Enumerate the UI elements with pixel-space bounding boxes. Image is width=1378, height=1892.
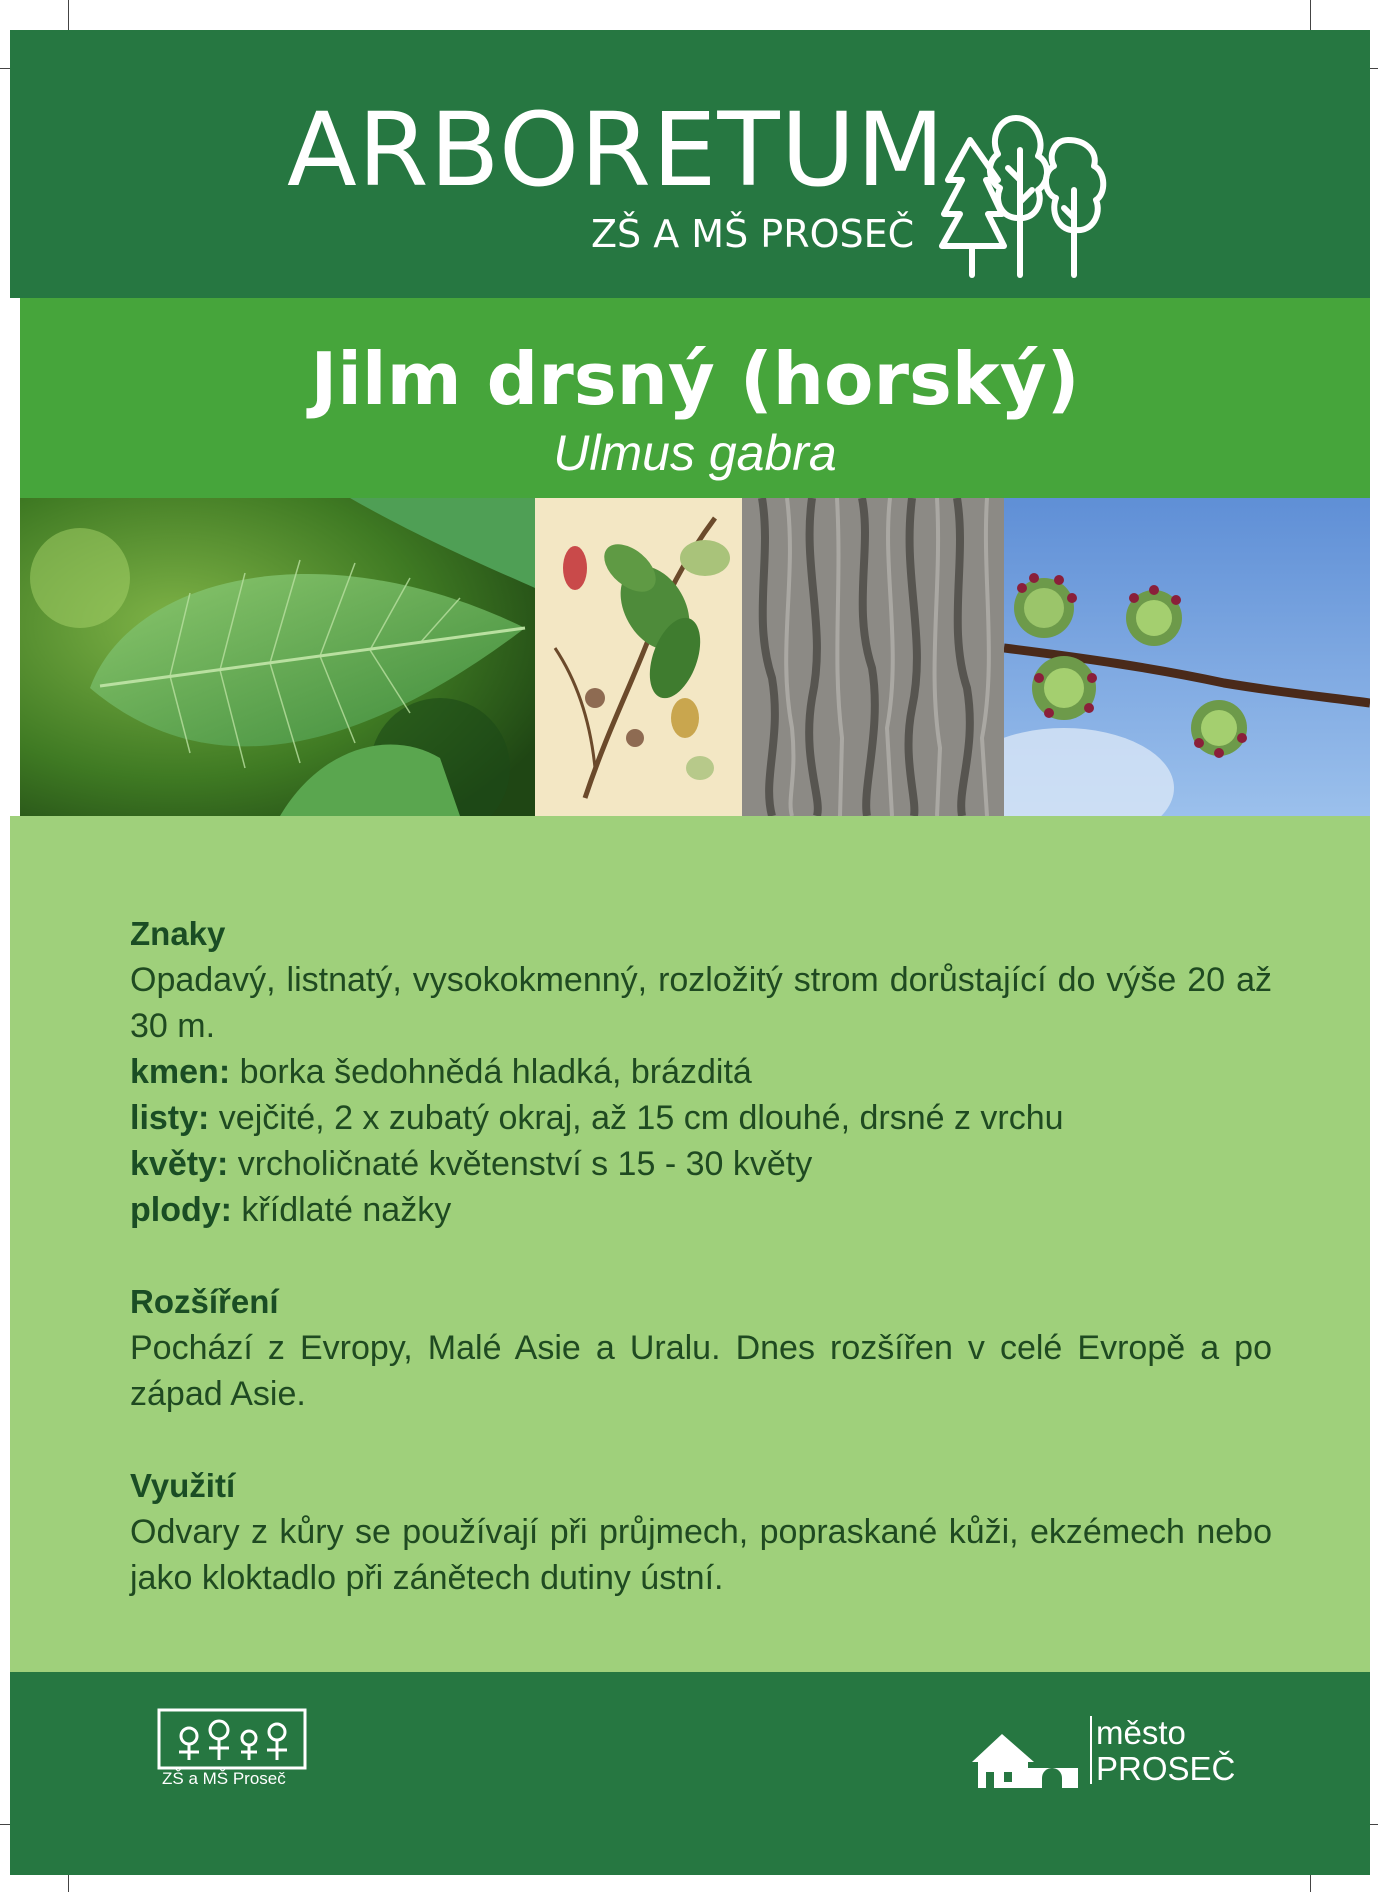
znaky-text: Opadavý, listnatý, vysokokmenný, rozložitý strom dorůstající do výše 20 až 30 m. xyxy=(130,961,1272,1045)
species-name-latin: Ulmus gabra xyxy=(553,425,837,481)
info-card xyxy=(10,30,1370,1875)
vyuziti-text: Odvary z kůry se používají při průjmech, popraskané kůži, ekzémech nebo jako kloktadlo při zánětech dutiny ústní. xyxy=(130,1513,1272,1597)
kvety-line xyxy=(130,1141,1272,1187)
listy-line xyxy=(130,1095,1272,1141)
listy-label: listy: xyxy=(130,1099,210,1137)
trees-icon xyxy=(938,110,1108,282)
kvety-text: vrcholičnaté květenství s 15 - 30 květy xyxy=(228,1145,813,1183)
bark-photo xyxy=(742,498,1004,816)
leaf-photo xyxy=(20,498,535,816)
plody-text: křídlaté nažky xyxy=(231,1191,452,1229)
school-logo-label: ZŠ a MŠ Proseč xyxy=(162,1769,286,1788)
town-name-line1: město xyxy=(1096,1714,1186,1751)
heading-znaky: Znaky xyxy=(130,915,226,952)
heading-vyuziti: Využití xyxy=(130,1467,236,1504)
species-name-czech: Jilm drsný (horský) xyxy=(310,337,1080,421)
species-name-band xyxy=(20,298,1370,498)
page-title: ARBORETUM xyxy=(287,91,946,210)
botanical-illustration xyxy=(535,498,742,816)
kmen-line xyxy=(130,1049,1272,1095)
school-logo-icon xyxy=(157,1708,307,1804)
photo-strip xyxy=(20,498,1370,816)
kvety-label: květy: xyxy=(130,1145,229,1183)
plody-line xyxy=(130,1187,1272,1233)
header xyxy=(10,30,1370,298)
heading-rozsireni: Rozšíření xyxy=(130,1283,279,1320)
town-logo-divider xyxy=(1090,1716,1092,1784)
town-house-icon xyxy=(962,1722,1082,1792)
plody-label: plody: xyxy=(130,1191,232,1229)
town-name-line2: PROSEČ xyxy=(1096,1750,1236,1787)
flower-buds-photo xyxy=(1004,498,1370,816)
description-text xyxy=(130,911,1272,1601)
kmen-label: kmen: xyxy=(130,1053,231,1091)
footer xyxy=(10,1672,1370,1875)
rozsireni-text: Pochází z Evropy, Malé Asie a Uralu. Dnes rozšířen v celé Evropě a po západ Asie. xyxy=(130,1329,1272,1413)
listy-text: vejčité, 2 x zubatý okraj, až 15 cm dlouhé, drsné z vrchu xyxy=(209,1099,1064,1137)
kmen-text: borka šedohnědá hladká, brázditá xyxy=(230,1053,752,1091)
description-section xyxy=(10,816,1370,1672)
page-subtitle: ZŠ A MŠ PROSEČ xyxy=(591,212,915,256)
